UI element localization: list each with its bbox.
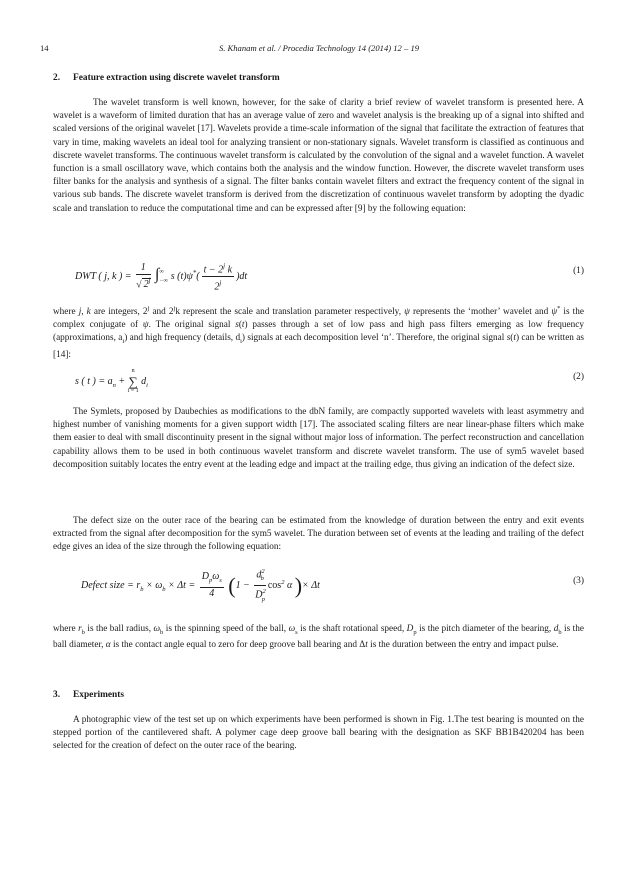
- paragraph: [53, 623, 584, 652]
- eq1-body: s (t)ψ: [170, 271, 193, 283]
- paragraph-text: where j, k are integers, 2$^j$ and 2$^j$k represent the scale and translation parameter respectively, ψ represents the ‘mother’ wavelet and ψ* is the complex conjugate of ψ. The original signal s(t) passes through a set of low pass and high pass filters emerging as low frequency (approximations, $a_i$) and high frequency (details, $d_i$) signals at each decomposition level ‘n’. Therefore, the original signal s(t) can be written as [14]:: [53, 305, 585, 360]
- running-header: [40, 43, 598, 57]
- paragraph-text: where $r_b$ is the ball radius, $\omega_b$ is the spinning speed of the ball, $\omega_s$ is the shaft rotational speed, $D_p$ is the pitch diameter of the bearing, $d_b$ is the ball diameter, α is the contact angle equal to zero for deep groove ball bearing and Δt is the duration between the entry and impact pulse.: [53, 624, 584, 651]
- section-title: Feature extraction using discrete wavelet transform: [73, 73, 280, 83]
- eq3-fraction: $D_p\omega_s$ 4: [201, 571, 222, 600]
- equation-3: Defect size = $r_b \times \omega_b \times \Delta t$ = $D_p\omega_s$ 4 (1 − $\frac{d^2_b}{D^2_p}$ $\cos^2 \alpha$ )× Δt (3): [53, 558, 584, 608]
- eq3-lhs: Defect size = r: [81, 580, 141, 592]
- eq3-ratio: $\frac{d^2_b}{D^2_p}$: [255, 568, 266, 603]
- eq1-fraction: $\frac{1}{√ 2^j}$: [136, 262, 151, 291]
- paragraph: [53, 302, 584, 362]
- section-title: Experiments: [73, 690, 125, 700]
- paragraph: [53, 406, 584, 472]
- eq2-lhs: s ( t ) = a: [75, 375, 113, 387]
- page-number: 14: [40, 43, 49, 53]
- running-title: S. Khanam et al. / Procedia Technology 14 (2014) 12 – 19: [218, 43, 420, 53]
- equation-2: s ( t ) = $a_n$ + n ∑ i = 1 $d_i$ (2): [75, 368, 584, 394]
- paragraph: [53, 714, 584, 754]
- paragraph: [53, 97, 584, 216]
- integral-sign: ∫: [155, 266, 160, 284]
- paragraph-text: The wavelet transform is well known, however, for the sake of clarity a brief review of wavelet transform is presented here. A wavelet is a waveform of limited duration that has an average value of zero and wavelet analysis is the breaking up of a signal into shifted and scaled versions of the original wavelet [17]. Wavelets provide a time-scale information of the signal that facilitate the extraction of features that vary in time, making wavelets an ideal tool for analyzing transient or non-stationary signals. Wavelet transform is classified as continuous and discrete wavelet transforms. The continuous wavelet transform is calculated by the convolution of the signal and a wavelet function. A wavelet function is a small oscillatory wave, which contains both the analysis and the window function. However, the discrete wavelet transform uses filter banks for the analysis and synthesis of a signal. The filter banks contain wavelet filters and extract the frequency content of the signal in various sub bands. The discrete wavelet transform is derived from the discretization of continuous wavelet transform by adopting the dyadic scale and translation to reduce the computational time and can be expressed after [9] by the following equation:: [53, 98, 584, 214]
- equation-number: (3): [573, 576, 584, 586]
- paragraph-text: A photographic view of the test set up on which experiments have been performed is shown in Fig. 1.The test bearing is mounted on the stepped portion of the cantilevered shaft. A polymer cage deep groove ball bearing with the designation as SKF BB1B420204 has been selected for the creation of defect on the outer race of the bearing.: [53, 715, 584, 752]
- equation-number: (1): [573, 266, 584, 276]
- eq1-lhs: DWT ( j, k ) =: [75, 271, 132, 283]
- section-number: 2.: [53, 73, 61, 83]
- section-3-heading: [53, 690, 584, 700]
- paragraph-text: The defect size on the outer race of the bearing can be estimated from the knowledge of duration between the entry and exit events extracted from the signal after decomposition for the sym5 wavelet. The duration between set of events at the leading and trailing of the defect edge gives an idea of the size through the following equation:: [53, 516, 584, 553]
- sum-sign: n ∑ i = 1: [127, 368, 139, 394]
- eq1-inner-fraction: $\frac{t - 2^j k}{2^j}$: [203, 262, 233, 293]
- equation-number: (2): [573, 372, 584, 382]
- paragraph-text: The Symlets, proposed by Daubechies as modifications to the dbN family, are compactly supported wavelets with least asymmetry and highest number of vanishing moments for a given support width [17]. The associated scaling filters are near linear-phase filters which make them easier to deal with small discontinuity present in the signal without major loss of information. The perfect reconstruction and cancellation capability allows them to be used in both continuous wavelet transform and discrete wavelet transform. The use of sym5 wavelet based decomposition suitably locates the entry event at the leading edge and impact at the trailing edge, thus giving an indication of the defect size.: [53, 407, 584, 470]
- equation-1: DWT ( j, k ) = $\frac{1}{√ 2^j}$ ∫ ∞ −∞ s (t)ψ*( $\frac{t - 2^j k}{2^j}$ )dt (1): [75, 262, 584, 293]
- section-2-heading: [53, 73, 584, 83]
- paragraph: [53, 515, 584, 555]
- section-number: 3.: [53, 690, 61, 700]
